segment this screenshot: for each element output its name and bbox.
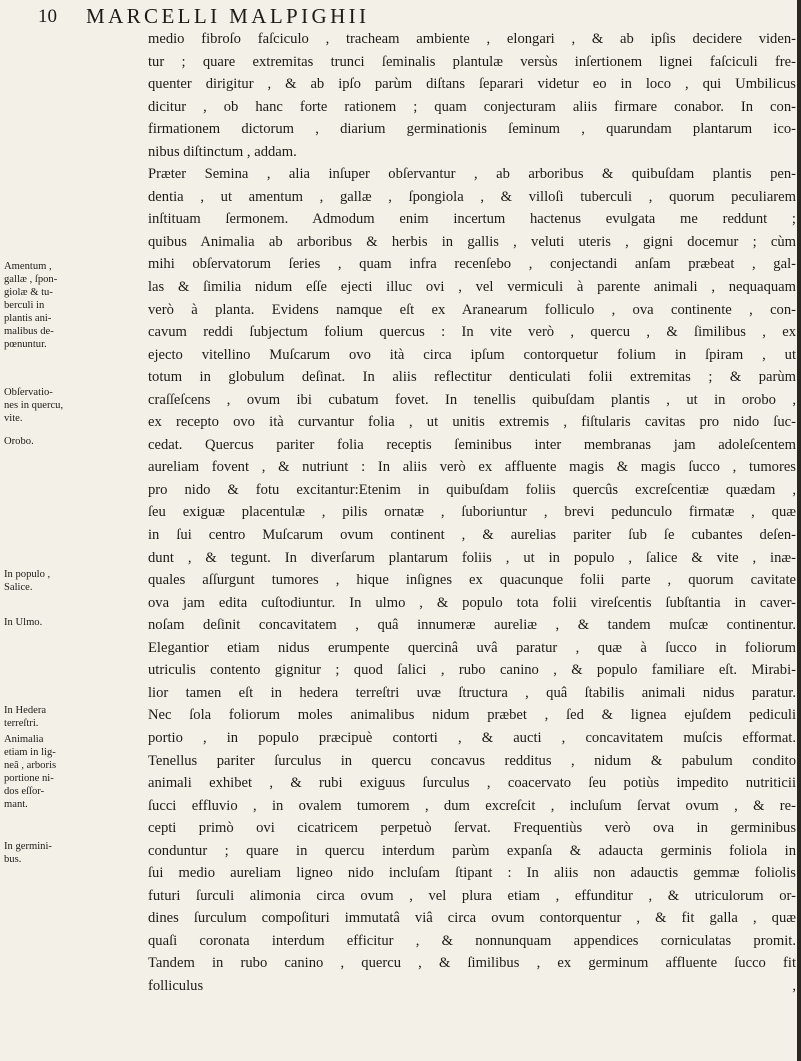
catchword — [148, 998, 796, 1021]
text-line: quibus Animalia ab arboribus & herbis in gallis , veluti uteris , gigni docemur ; cùm — [148, 233, 796, 250]
body-text — [148, 28, 796, 1020]
text-line: Elegantior etiam nidus erumpente quercinâ uvâ paratur , quæ à ſucco in foliorum — [148, 639, 796, 656]
text-line: quales aſſurgunt tumores , hique inſignes ex quacunque folii parte , quorum cavitate — [148, 572, 796, 589]
text-line: dicitur , ob hanc forte rationem ; quam conjecturam aliis firmare conabor. In con- — [148, 98, 796, 115]
margin-line: portione ni- — [4, 773, 54, 784]
text-line: utriculis contento gignitur ; quod ſalici , rubo canino , & populo familiare eſt. Mirabi- — [148, 662, 796, 679]
text-line: tur ; quare extremitas trunci ſeminalis plantulæ versùs inſertionem lignei faſciculi fre- — [148, 53, 796, 70]
text-line: craſſeſcens , ovum ibi cubatum fovet. In tenellis quibuſdam plantis , ut in orobo , — [148, 391, 796, 408]
margin-line: Orobo. — [4, 436, 34, 447]
page-edge-shadow — [797, 0, 801, 1061]
margin-line: Obſervatio- — [4, 387, 53, 398]
margin-line: mant. — [4, 799, 28, 810]
margin-line: vite. — [4, 413, 23, 424]
text-line: quenter dirigitur , & ab ipſo parùm diſtans ſeparari videtur eo in loco , qui Umbilicus — [148, 76, 796, 93]
text-line: Tenellus pariter ſurculus in quercu concavus redditus , nidum & pabulum condito — [148, 752, 796, 769]
margin-line: dos eſſor- — [4, 786, 45, 797]
margin-note-hedera — [4, 704, 72, 730]
margin-line: In Ulmo. — [4, 617, 43, 628]
text-line: futuri ſurculi alimonia circa ovum , vel plura etiam , effunditur , & utriculorum or- — [148, 887, 796, 904]
margin-line: malibus de- — [4, 326, 54, 337]
text-line: animali exhibet , & rubi exiguus ſurculus , coacervato ſeu potiùs impedito nutriticii — [148, 775, 796, 792]
text-line: pro nido & fotu excitantur:Etenim in quibuſdam foliis quercûs excreſcentiæ quædam , — [148, 481, 796, 498]
text-line: mihi obſervatorum ſeries , quam infra recenſebo , conjectandi anſam præbeat , gal- — [148, 256, 796, 273]
text-line: dentia , ut amentum , gallæ , ſpongiola , & villoſi tuberculi , quorum peculiarem — [148, 188, 796, 205]
margin-line: berculi in — [4, 300, 45, 311]
text-line: cepti primò ovi cicatricem perpetuò ſervat. Frequentiùs verò ova in germinibus — [148, 820, 796, 837]
text-line: cavum reddi ſubjectum folium quercus : In vite verò , quercu , & ſimilibus , ex — [148, 324, 796, 341]
margin-line: neâ , arboris — [4, 760, 57, 771]
text-line: ejecto vitellino Muſcarum ovo ità circa ipſum contorquetur folium in ſpiram , ut — [148, 346, 796, 363]
text-line: medio fibroſo faſciculo , tracheam ambiente , elongari , & ab ipſis decidere viden- — [148, 31, 796, 47]
text-line: las & ſimilia nidum eſſe ejecti illuc ovi , vel vermiculi à parente animali , nequaquam — [148, 279, 796, 296]
margin-note-orobo — [4, 435, 72, 448]
margin-line: In populo , — [4, 569, 51, 580]
text-line: ſucci effluvio , in ovalem tumorem , dum excreſcit , incluſum ſervat ovum , & re- — [148, 797, 796, 814]
margin-line: In Hedera — [4, 705, 47, 716]
margin-line: bus. — [4, 854, 22, 865]
margin-line: Amentum , — [4, 261, 52, 272]
margin-line: terreſtri. — [4, 718, 39, 729]
text-line: Præter Semina , alia inſuper obſervantur , ab arboribus & quibuſdam plantis pen- — [148, 166, 796, 183]
text-line: folliculus , — [148, 977, 796, 994]
running-header — [0, 4, 801, 30]
text-line: in ſui centro Muſcarum ovum continent , & aurelias pariter ſub ſe cubantes deſen- — [148, 527, 796, 544]
text-line: ova jam edita cuſtodiuntur. In ulmo , & populo tota folii vireſcentis ſubſtantia in caver- — [148, 594, 796, 611]
margin-line: etiam in lig- — [4, 747, 56, 758]
running-title: MARCELLI MALPIGHII — [86, 4, 370, 28]
text-line: firmationem dictorum , diarium germinationis ſeminum , quarundam plantarum ico- — [148, 121, 796, 138]
text-line: ſui medio aureliam ligneo nido incluſam ſtipant : In aliis non adauctis gemmæ foliolis — [148, 865, 796, 882]
margin-line: Animalia — [4, 734, 44, 745]
margin-line: Salice. — [4, 582, 33, 593]
text-line: quaſi coronata interdum efficitur , & nonnunquam appendices corniculatas promit. — [148, 932, 796, 949]
text-line: verò à planta. Evidens namque eſt ex Aranearum folliculo , ova continente , con- — [148, 301, 796, 318]
margin-note-populo — [4, 568, 72, 594]
margin-note-quercu — [4, 386, 72, 425]
text-line: cedat. Quercus pariter folia receptis ſeminibus inter membranas jam adoleſcentem — [148, 436, 796, 453]
margin-note-ulmo — [4, 616, 72, 629]
text-line: Tandem in rubo canino , quercu , & ſimilibus , ex germinum affluente ſucco fit — [148, 955, 796, 972]
margin-line: gallæ , ſpon- — [4, 274, 58, 285]
text-line: Nec ſola foliorum moles animalibus nidum præbet , ſed & lignea ejuſdem pediculi — [148, 707, 796, 724]
text-line: dunt , & tegunt. In diverſarum plantarum foliis , ut in populo , ſalice & vite , inæ- — [148, 549, 796, 566]
text-line: conduntur ; quare in quercu interdum parùm expanſa & adaucta germinis foliola in — [148, 842, 796, 859]
page-number: 10 — [38, 6, 57, 27]
text-line: noſam deſinit concavitatem , quâ innumeræ aureliæ , & tandem muſcæ continentur. — [148, 617, 796, 634]
margin-line: nes in quercu, — [4, 400, 64, 411]
text-line: portio , in populo præcipuè contorti , & aucti , concavitatem muſcis efformat. — [148, 729, 796, 746]
text-line: ſeu exiguæ placentulæ , pilis ornatæ , ſuboriuntur , brevi pedunculo firmatæ , quæ — [148, 504, 796, 521]
margin-line: pœnuntur. — [4, 339, 47, 350]
margin-line: giolæ & tu- — [4, 287, 53, 298]
margin-line: plantis ani- — [4, 313, 52, 324]
text-line: totum in globulum deſinat. In aliis reflectitur denticulati folii extremitas ; & parùm — [148, 369, 796, 386]
text-line: ex recepto ovo ità curvantur folia , ut unitis extremis , fiſtularis cavitas pro nido ſuc- — [148, 414, 796, 431]
text-line: dines ſurculum compoſituri immutatâ viâ circa ovum contorquentur , & fit galla , quæ — [148, 910, 796, 927]
margin-line: In germini- — [4, 841, 52, 852]
text-line: nibus diſtinctum , addam. — [148, 143, 297, 160]
text-line: aureliam fovent , & nutriunt : In aliis verò ex affluente magis & magis ſucco , tumores — [148, 459, 796, 476]
margin-note-amentum — [4, 260, 72, 351]
margin-note-animalia — [4, 733, 72, 811]
margin-note-germinibus — [4, 840, 72, 866]
text-line: inſtituam ſermonem. Admodum enim incertum hactenus evulgata me reddunt ; — [148, 211, 796, 228]
text-line: lior tamen eſt in hedera terreſtri uvæ ſtructura , quâ ſtabilis animali nidus paratur. — [148, 684, 796, 701]
